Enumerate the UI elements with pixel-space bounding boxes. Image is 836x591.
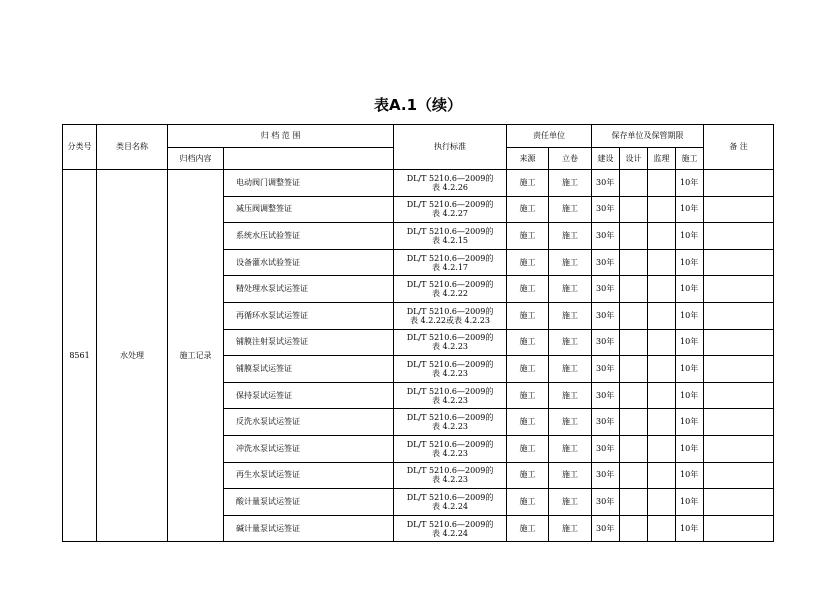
row-remark xyxy=(704,515,774,542)
row-design xyxy=(620,356,648,383)
row-build: 30年 xyxy=(592,382,620,409)
row-supervise xyxy=(648,356,676,383)
row-standard-line-1: DL/T 5210.6—2009的 xyxy=(406,386,494,396)
row-standard-line-1: DL/T 5210.6—2009的 xyxy=(406,359,494,369)
row-standard-line-2: 表 4.2.22 xyxy=(432,289,469,299)
row-supervise xyxy=(648,170,676,197)
row-filing: 施工 xyxy=(549,276,592,303)
row-source: 施工 xyxy=(507,302,549,329)
row-standard-line-1: DL/T 5210.6—2009的 xyxy=(406,253,494,263)
row-standard-line-1: DL/T 5210.6—2009的 xyxy=(406,173,494,183)
row-standard-line-2: 表 4.2.27 xyxy=(432,209,469,219)
row-remark xyxy=(704,329,774,356)
row-filing: 施工 xyxy=(549,435,592,462)
row-standard-line-2: 表 4.2.23 xyxy=(432,368,469,378)
group-scope: 施工记录 xyxy=(168,170,224,542)
row-source: 施工 xyxy=(507,276,549,303)
header-class-no: 分类号 xyxy=(63,125,97,170)
row-filing: 施工 xyxy=(549,329,592,356)
row-construct: 10年 xyxy=(676,276,704,303)
row-construct: 10年 xyxy=(676,329,704,356)
row-filing: 施工 xyxy=(549,223,592,250)
row-supervise xyxy=(648,276,676,303)
row-construct: 10年 xyxy=(676,515,704,542)
row-standard-line-1: DL/T 5210.6—2009的 xyxy=(406,280,494,290)
row-design xyxy=(620,223,648,250)
row-standard xyxy=(394,382,507,409)
header-source: 来源 xyxy=(507,148,549,170)
row-construct: 10年 xyxy=(676,435,704,462)
row-construct: 10年 xyxy=(676,223,704,250)
row-supervise xyxy=(648,435,676,462)
row-standard-line-1: DL/T 5210.6—2009的 xyxy=(406,306,494,316)
row-name: 碱计量泵试运签证 xyxy=(224,515,394,542)
row-filing: 施工 xyxy=(549,462,592,489)
row-source: 施工 xyxy=(507,435,549,462)
row-standard xyxy=(394,196,507,223)
row-construct: 10年 xyxy=(676,302,704,329)
row-design xyxy=(620,329,648,356)
row-design xyxy=(620,302,648,329)
row-remark xyxy=(704,382,774,409)
header-responsible: 责任单位 xyxy=(507,125,592,148)
row-source: 施工 xyxy=(507,223,549,250)
row-design xyxy=(620,435,648,462)
row-supervise xyxy=(648,382,676,409)
row-build: 30年 xyxy=(592,409,620,436)
row-standard-line-1: DL/T 5210.6—2009的 xyxy=(406,413,494,423)
table-title: 表A.1（续） xyxy=(373,96,463,114)
row-name: 电动阀门调整签证 xyxy=(224,170,394,197)
group-category: 水处理 xyxy=(97,170,168,542)
row-supervise xyxy=(648,515,676,542)
header-supervise: 监理 xyxy=(648,148,676,170)
row-remark xyxy=(704,435,774,462)
row-standard-line-2: 表 4.2.24 xyxy=(432,528,469,538)
row-construct: 10年 xyxy=(676,196,704,223)
row-name: 减压阀调整签证 xyxy=(224,196,394,223)
row-source: 施工 xyxy=(507,462,549,489)
row-filing: 施工 xyxy=(549,302,592,329)
row-remark xyxy=(704,356,774,383)
row-standard-line-2: 表 4.2.17 xyxy=(432,262,469,272)
row-source: 施工 xyxy=(507,329,549,356)
row-supervise xyxy=(648,329,676,356)
row-build: 30年 xyxy=(592,489,620,516)
row-name: 铺膜注射泵试运签证 xyxy=(224,329,394,356)
row-standard xyxy=(394,435,507,462)
row-supervise xyxy=(648,196,676,223)
header-design: 设计 xyxy=(620,148,648,170)
row-standard-line-1: DL/T 5210.6—2009的 xyxy=(406,333,494,343)
row-standard-line-1: DL/T 5210.6—2009的 xyxy=(406,200,494,210)
row-name: 保持泵试运签证 xyxy=(224,382,394,409)
row-construct: 10年 xyxy=(676,462,704,489)
row-design xyxy=(620,382,648,409)
row-name: 反洗水泵试运签证 xyxy=(224,409,394,436)
row-standard xyxy=(394,170,507,197)
row-design xyxy=(620,249,648,276)
row-standard-line-2: 表 4.2.23 xyxy=(432,448,469,458)
row-supervise xyxy=(648,409,676,436)
row-source: 施工 xyxy=(507,382,549,409)
group-class-no: 8561 xyxy=(63,170,97,542)
row-standard-line-1: DL/T 5210.6—2009的 xyxy=(406,226,494,236)
header-standard: 执行标准 xyxy=(394,125,507,170)
row-standard xyxy=(394,302,507,329)
row-name: 铺膜泵试运签证 xyxy=(224,356,394,383)
row-filing: 施工 xyxy=(549,196,592,223)
row-name: 系统水压试验签证 xyxy=(224,223,394,250)
row-source: 施工 xyxy=(507,409,549,436)
row-standard-line-2: 表 4.2.24 xyxy=(432,501,469,511)
row-standard-line-1: DL/T 5210.6—2009的 xyxy=(406,439,494,449)
row-standard-line-2: 表 4.2.23 xyxy=(432,422,469,432)
row-build: 30年 xyxy=(592,435,620,462)
row-remark xyxy=(704,223,774,250)
row-design xyxy=(620,170,648,197)
row-standard-line-1: DL/T 5210.6—2009的 xyxy=(406,492,494,502)
row-name: 冲洗水泵试运签证 xyxy=(224,435,394,462)
header-category: 类目名称 xyxy=(97,125,168,170)
row-supervise xyxy=(648,489,676,516)
row-standard-line-2: 表 4.2.22或表 4.2.23 xyxy=(410,315,490,325)
row-remark xyxy=(704,170,774,197)
row-design xyxy=(620,462,648,489)
header-retention: 保存单位及保管期限 xyxy=(592,125,704,148)
row-source: 施工 xyxy=(507,356,549,383)
row-supervise xyxy=(648,223,676,250)
row-construct: 10年 xyxy=(676,382,704,409)
row-standard-line-1: DL/T 5210.6—2009的 xyxy=(406,466,494,476)
row-design xyxy=(620,276,648,303)
row-standard xyxy=(394,409,507,436)
row-filing: 施工 xyxy=(549,356,592,383)
header-scope-sub: 归档内容 xyxy=(168,148,224,170)
row-standard xyxy=(394,462,507,489)
row-standard xyxy=(394,356,507,383)
row-design xyxy=(620,409,648,436)
row-construct: 10年 xyxy=(676,170,704,197)
row-filing: 施工 xyxy=(549,489,592,516)
row-build: 30年 xyxy=(592,196,620,223)
row-standard-line-1: DL/T 5210.6—2009的 xyxy=(406,519,494,529)
row-standard-line-2: 表 4.2.23 xyxy=(432,342,469,352)
row-supervise xyxy=(648,249,676,276)
row-filing: 施工 xyxy=(549,170,592,197)
header-remark: 备 注 xyxy=(704,125,774,170)
row-construct: 10年 xyxy=(676,356,704,383)
row-name: 设备灌水试验签证 xyxy=(224,249,394,276)
row-filing: 施工 xyxy=(549,409,592,436)
row-name: 再生水泵试运签证 xyxy=(224,462,394,489)
row-build: 30年 xyxy=(592,302,620,329)
row-remark xyxy=(704,462,774,489)
row-source: 施工 xyxy=(507,170,549,197)
row-build: 30年 xyxy=(592,170,620,197)
row-standard-line-2: 表 4.2.15 xyxy=(432,235,469,245)
row-source: 施工 xyxy=(507,515,549,542)
row-remark xyxy=(704,249,774,276)
row-standard-line-2: 表 4.2.26 xyxy=(432,182,469,192)
row-design xyxy=(620,489,648,516)
header-scope-blank xyxy=(224,148,394,170)
row-remark xyxy=(704,302,774,329)
row-filing: 施工 xyxy=(549,515,592,542)
row-build: 30年 xyxy=(592,249,620,276)
row-source: 施工 xyxy=(507,489,549,516)
row-build: 30年 xyxy=(592,515,620,542)
header-filing: 立卷 xyxy=(549,148,592,170)
row-remark xyxy=(704,409,774,436)
header-construct: 施工 xyxy=(676,148,704,170)
header-scope: 归 档 范 围 xyxy=(168,125,394,148)
row-remark xyxy=(704,196,774,223)
row-construct: 10年 xyxy=(676,249,704,276)
row-build: 30年 xyxy=(592,462,620,489)
row-source: 施工 xyxy=(507,196,549,223)
row-standard xyxy=(394,515,507,542)
header-build: 建设 xyxy=(592,148,620,170)
row-name: 再循环水泵试运签证 xyxy=(224,302,394,329)
row-standard xyxy=(394,276,507,303)
row-name: 精处理水泵试运签证 xyxy=(224,276,394,303)
row-construct: 10年 xyxy=(676,489,704,516)
row-remark xyxy=(704,489,774,516)
row-standard xyxy=(394,489,507,516)
table-row xyxy=(63,170,774,197)
row-filing: 施工 xyxy=(549,249,592,276)
row-remark xyxy=(704,276,774,303)
archive-table xyxy=(62,124,774,542)
row-build: 30年 xyxy=(592,223,620,250)
row-supervise xyxy=(648,462,676,489)
row-build: 30年 xyxy=(592,276,620,303)
row-build: 30年 xyxy=(592,356,620,383)
row-build: 30年 xyxy=(592,329,620,356)
row-standard-line-2: 表 4.2.23 xyxy=(432,475,469,485)
row-standard xyxy=(394,329,507,356)
row-supervise xyxy=(648,302,676,329)
row-name: 酸计量泵试运签证 xyxy=(224,489,394,516)
row-standard xyxy=(394,249,507,276)
row-filing: 施工 xyxy=(549,382,592,409)
row-design xyxy=(620,196,648,223)
header-row-1 xyxy=(63,125,774,148)
row-design xyxy=(620,515,648,542)
row-source: 施工 xyxy=(507,249,549,276)
row-construct: 10年 xyxy=(676,409,704,436)
row-standard-line-2: 表 4.2.23 xyxy=(432,395,469,405)
row-standard xyxy=(394,223,507,250)
